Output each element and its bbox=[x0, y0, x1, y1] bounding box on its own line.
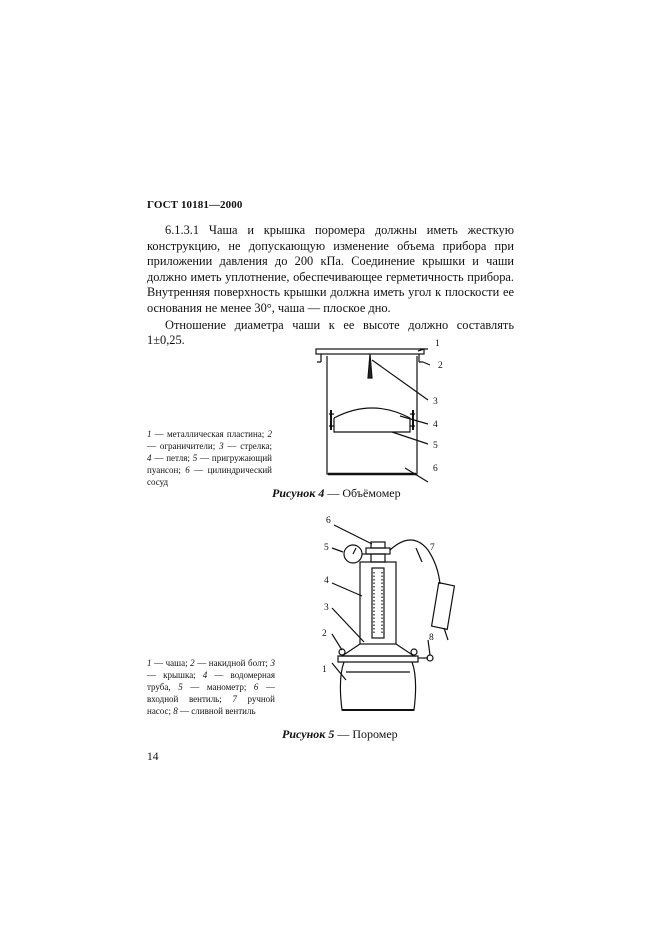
paragraph-6-1-3-1: 6.1.3.1 Чаша и крышка поромера должны иметь жесткую конструкцию, не допускающую изменение объема прибора при приложении давления до 200 кПа. Соединение крышки и чаши должно иметь уплотнение, обеспечивающее герметичность прибора. Внутренняя поверхность крышки должна иметь угол к плоскости ее основания не менее 30°, чаша — плоское дно. bbox=[147, 223, 514, 315]
fig4-callout-1: 1 bbox=[435, 339, 440, 349]
fig5-water-tube bbox=[360, 562, 396, 644]
fig5-hand-pump bbox=[430, 583, 456, 630]
fig5-callout-6: 6 bbox=[326, 516, 331, 526]
figure-5-legend: 1 — чаша; 2 — накидной болт; 3 — крышка; 4 — водомерная труба, 5 — манометр; 6 — входной вентиль; 7 ручной насос; 8 — сливной вентиль bbox=[147, 658, 275, 716]
body-text bbox=[147, 223, 514, 349]
paragraph-ratio: Отношение диаметра чаши к ее высоте должно составлять 1±0,25. bbox=[147, 317, 514, 348]
figure-4-caption: Рисунок 4 — Объёмомер bbox=[272, 486, 401, 500]
fig4-pointer bbox=[368, 354, 372, 378]
fig4-loading-punch bbox=[334, 408, 410, 418]
fig5-callout-3: 3 bbox=[324, 603, 329, 613]
fig5-bowl bbox=[340, 662, 415, 710]
fig4-callout-4: 4 bbox=[433, 420, 438, 430]
fig4-callout-6: 6 bbox=[433, 464, 438, 474]
fig5-callout-4: 4 bbox=[324, 576, 329, 586]
fig4-callout-2: 2 bbox=[438, 361, 443, 371]
figure-4-legend: 1 — металлическая пластина; 2 — ограничители; 3 — стрелка; 4 — петля; 5 — пригружающий пуансон; 6 — цилиндрический сосуд bbox=[147, 429, 272, 487]
fig5-callout-7: 7 bbox=[430, 543, 435, 553]
fig4-metal-plate bbox=[316, 349, 424, 354]
fig5-callout-1: 1 bbox=[322, 665, 327, 675]
fig5-inlet-valve bbox=[371, 542, 385, 548]
figure-4-volume-meter bbox=[300, 338, 460, 488]
fig5-lid bbox=[342, 644, 414, 656]
fig5-callout-2: 2 bbox=[322, 629, 327, 639]
fig4-callout-3: 3 bbox=[433, 397, 438, 407]
fig4-callout-5: 5 bbox=[433, 441, 438, 451]
document-header: ГОСТ 10181—2000 bbox=[147, 199, 243, 211]
figure-5-caption: Рисунок 5 — Поромер bbox=[282, 727, 398, 741]
fig4-callouts bbox=[433, 339, 443, 474]
figure-5-porosimeter bbox=[316, 510, 456, 730]
fig5-callout-5: 5 bbox=[324, 543, 329, 553]
fig5-callout-8: 8 bbox=[429, 633, 434, 643]
page-number: 14 bbox=[147, 751, 159, 763]
